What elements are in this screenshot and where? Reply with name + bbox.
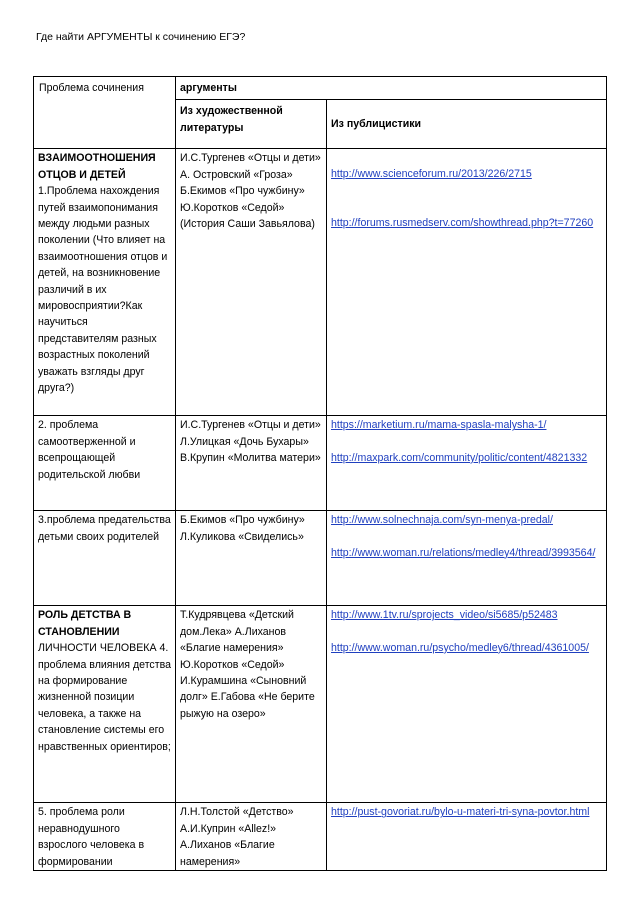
literature-cell: Л.Н.Толстой «Детство» А.И.Куприн «Allez!» А.Лиханов «Благие намерения» bbox=[176, 803, 327, 871]
header-problem: Проблема сочинения bbox=[34, 77, 176, 149]
literature-cell: Б.Екимов «Про чужбину» Л.Куликова «Свиделись» bbox=[176, 511, 327, 606]
table-row bbox=[34, 416, 607, 511]
problem-cell bbox=[34, 149, 176, 416]
literature-cell: И.С.Тургенев «Отцы и дети» А. Островский «Гроза» Б.Екимов «Про чужбину» Ю.Коротков «Седой» (История Саши Завьялова) bbox=[176, 149, 327, 416]
table-row bbox=[34, 803, 607, 871]
problem-text: 1.Проблема нахождения путей взаимопонимания между людьми разных поколении (Что влияет на взаимоотношения отцов и детей, на возникновение различий в их мировосприятии?Как научиться представителям разных возрастных поколений уважать взгляды друг друга?) bbox=[38, 185, 168, 395]
journalism-cell bbox=[327, 511, 607, 606]
problem-cell: 2. проблема самоотверженной и всепрощающей родительской любви bbox=[34, 416, 176, 511]
journalism-cell bbox=[327, 149, 607, 416]
problem-cell: 3.проблема предательства детьми своих родителей bbox=[34, 511, 176, 606]
page-title: Где найти АРГУМЕНТЫ к сочинению ЕГЭ? bbox=[36, 31, 246, 43]
problem-section-title: РОЛЬ ДЕТСТВА В СТАНОВЛЕНИИ bbox=[38, 609, 132, 638]
journalism-link[interactable]: http://pust-govoriat.ru/bylo-u-materi-tri-syna-povtor.html bbox=[331, 806, 590, 819]
table-row bbox=[34, 149, 607, 416]
table-header-row bbox=[34, 77, 607, 100]
literature-cell: Т.Кудрявцева «Детский дом.Лека» А.Лиханов «Благие намерения» Ю.Коротков «Седой» И.Курамшина «Сыновний долг» Е.Габова «Не берите рыжую на озеро» bbox=[176, 606, 327, 803]
table-row bbox=[34, 511, 607, 606]
table-row bbox=[34, 606, 607, 803]
header-journalism: Из публицистики bbox=[327, 100, 607, 149]
journalism-link[interactable]: http://maxpark.com/community/politic/content/4821332 bbox=[331, 451, 588, 464]
problem-text: ЛИЧНОСТИ ЧЕЛОВЕКА 4. проблема влияния детства на формирование жизненной позиции человека, а также на становление системы его нравственных ориентиров; bbox=[38, 642, 171, 753]
journalism-cell bbox=[327, 606, 607, 803]
journalism-link[interactable]: http://forums.rusmedserv.com/showthread.php?t=77260 bbox=[331, 216, 594, 229]
problem-cell: 5. проблема роли неравнодушного взрослого человека в формировании bbox=[34, 803, 176, 871]
journalism-cell bbox=[327, 416, 607, 511]
journalism-link[interactable]: https://marketium.ru/mama-spasla-malysha-1/ bbox=[331, 419, 547, 432]
journalism-link[interactable]: http://www.1tv.ru/sprojects_video/si5685/p52483 bbox=[331, 609, 558, 622]
journalism-cell bbox=[327, 803, 607, 871]
arguments-table bbox=[33, 76, 607, 871]
header-literature: Из художественной литературы bbox=[176, 100, 327, 149]
journalism-link[interactable]: http://www.solnechnaja.com/syn-menya-predal/ bbox=[331, 514, 553, 527]
problem-section-title: ВЗАИМООТНОШЕНИЯ ОТЦОВ И ДЕТЕЙ bbox=[38, 152, 156, 181]
problem-cell bbox=[34, 606, 176, 803]
journalism-link[interactable]: http://www.woman.ru/psycho/medley6/thread/4361005/ bbox=[331, 641, 589, 654]
journalism-link[interactable]: http://www.scienceforum.ru/2013/226/2715 bbox=[331, 168, 532, 181]
journalism-link[interactable]: http://www.woman.ru/relations/medley4/thread/3993564/ bbox=[331, 546, 596, 559]
header-arguments: аргументы bbox=[176, 77, 607, 100]
literature-cell: И.С.Тургенев «Отцы и дети» Л.Улицкая «Дочь Бухары» В.Крупин «Молитва матери» bbox=[176, 416, 327, 511]
